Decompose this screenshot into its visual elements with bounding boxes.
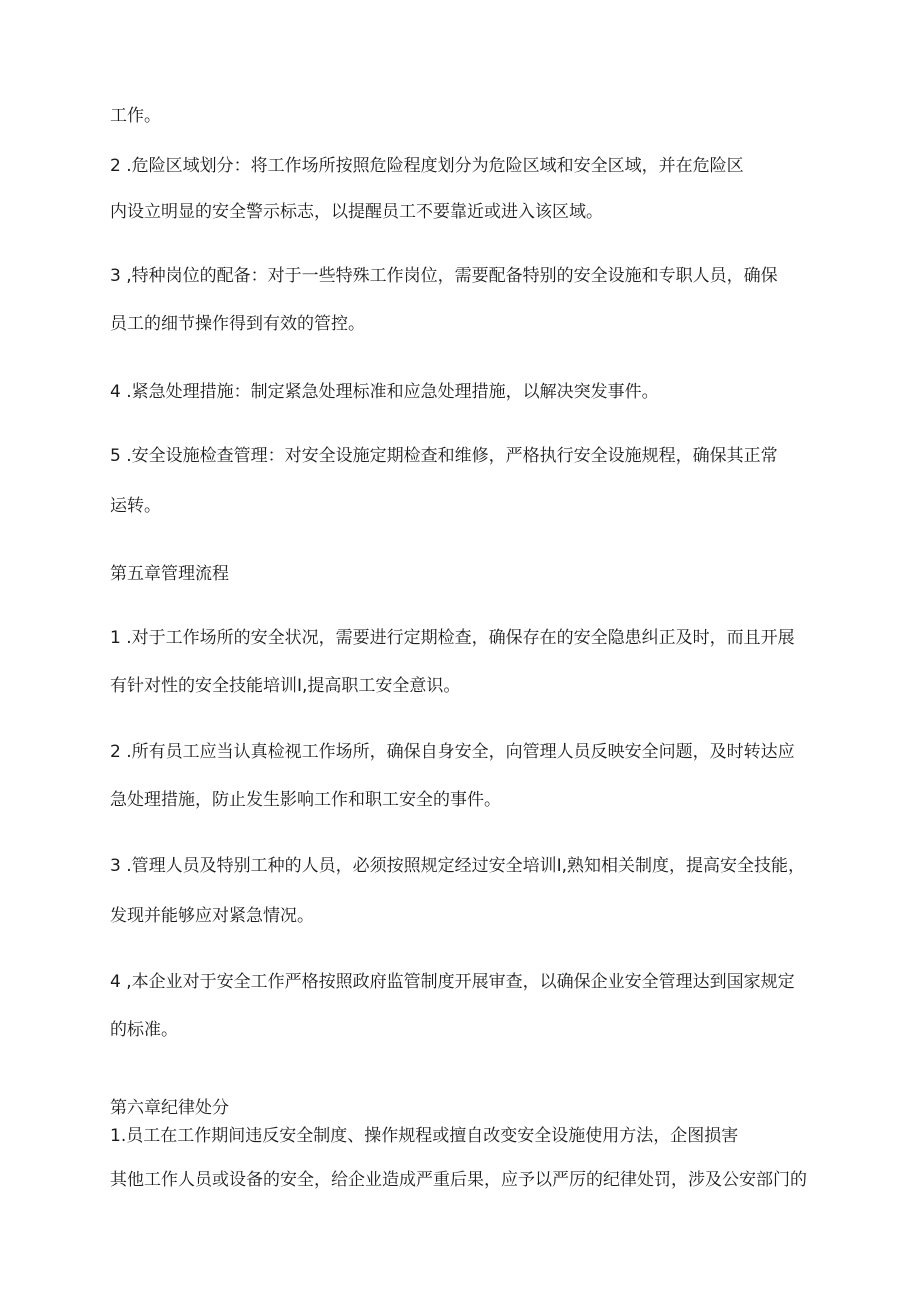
text-line: 工作。 [110,106,161,126]
text-line: 4 .紧急处理措施：制定紧急处理标准和应急处理措施，以解决突发事件。 [110,382,659,402]
text-line: 2 .危险区域划分：将工作场所按照危险程度划分为危险区域和安全区域，并在危险区 [110,156,744,176]
text-line: 4 ,本企业对于安全工作严格按照政府监管制度开展审查，以确保企业安全管理达到国家规定 [110,972,795,992]
text-line: 3 .管理人员及特别工种的人员，必须按照规定经过安全培训I,熟知相关制度，提高安全技能， [110,856,806,876]
text-line: 1 .对于工作场所的安全状况，需要进行定期检查，确保存在的安全隐患纠正及时，而且开展 [110,628,795,648]
text-line: 员工的细节操作得到有效的管控。 [110,314,365,334]
text-line: 运转。 [110,496,161,516]
text-line: 的标准。 [110,1020,178,1040]
text-line: 2 .所有员工应当认真检视工作场所，确保自身安全，向管理人员反映安全问题，及时转达应 [110,742,795,762]
text-line: 有针对性的安全技能培训I,提高职工安全意识。 [110,676,461,696]
section-heading: 第五章管理流程 [110,564,229,584]
text-line: 发现并能够应对紧急情况。 [110,906,314,926]
text-line: 1.员工在工作期间违反安全制度、操作规程或擅自改变安全设施使用方法，企图损害 [110,1126,739,1146]
text-line: 内设立明显的安全警示标志，以提醒员工不要靠近或进入该区域。 [110,202,603,222]
text-line: 5 .安全设施检查管理：对安全设施定期检查和维修，严格执行安全设施规程，确保其正常 [110,446,778,466]
section-heading: 第六章纪律处分 [110,1098,229,1118]
text-line: 3 ,特种岗位的配备：对于一些特殊工作岗位，需要配备特别的安全设施和专职人员，确保 [110,266,778,286]
text-line: 其他工作人员或设备的安全，给企业造成严重后果，应予以严厉的纪律处罚，涉及公安部门的 [110,1170,807,1190]
text-line: 急处理措施，防止发生影响工作和职工安全的事件。 [110,790,501,810]
